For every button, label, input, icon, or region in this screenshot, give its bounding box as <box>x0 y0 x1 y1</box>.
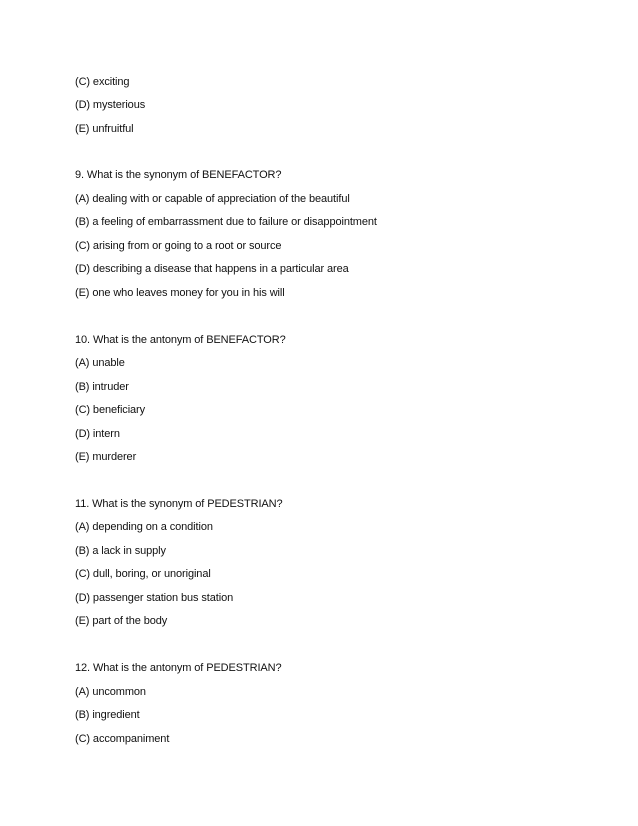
option-line: (A) depending on a condition <box>75 521 213 533</box>
option-line: (D) mysterious <box>75 99 146 111</box>
option-line: (C) accompaniment <box>75 733 170 745</box>
option-line: (C) arising from or going to a root or source <box>75 240 282 252</box>
option-line: (B) a lack in supply <box>75 545 166 557</box>
option-line: (E) murderer <box>75 451 137 463</box>
option-line: (A) unable <box>75 357 125 369</box>
option-line: (C) dull, boring, or unoriginal <box>75 568 211 580</box>
option-line: (B) intruder <box>75 381 129 393</box>
option-line: (E) unfruitful <box>75 123 134 135</box>
question-12-text: 12. What is the antonym of PEDESTRIAN? <box>75 662 282 674</box>
option-line: (D) passenger station bus station <box>75 592 234 604</box>
question-11-text: 11. What is the synonym of PEDESTRIAN? <box>75 498 283 510</box>
option-line: (C) exciting <box>75 76 130 88</box>
option-line: (E) part of the body <box>75 615 168 627</box>
option-line: (C) beneficiary <box>75 404 146 416</box>
option-line: (B) ingredient <box>75 709 140 721</box>
option-line: (A) uncommon <box>75 686 146 698</box>
option-line: (B) a feeling of embarrassment due to failure or disappointment <box>75 216 377 228</box>
option-line: (E) one who leaves money for you in his will <box>75 287 285 299</box>
option-line: (D) describing a disease that happens in a particular area <box>75 263 349 275</box>
question-9-text: 9. What is the synonym of BENEFACTOR? <box>75 169 282 181</box>
option-line: (A) dealing with or capable of appreciation of the beautiful <box>75 193 350 205</box>
question-10-text: 10. What is the antonym of BENEFACTOR? <box>75 334 286 346</box>
option-line: (D) intern <box>75 428 120 440</box>
